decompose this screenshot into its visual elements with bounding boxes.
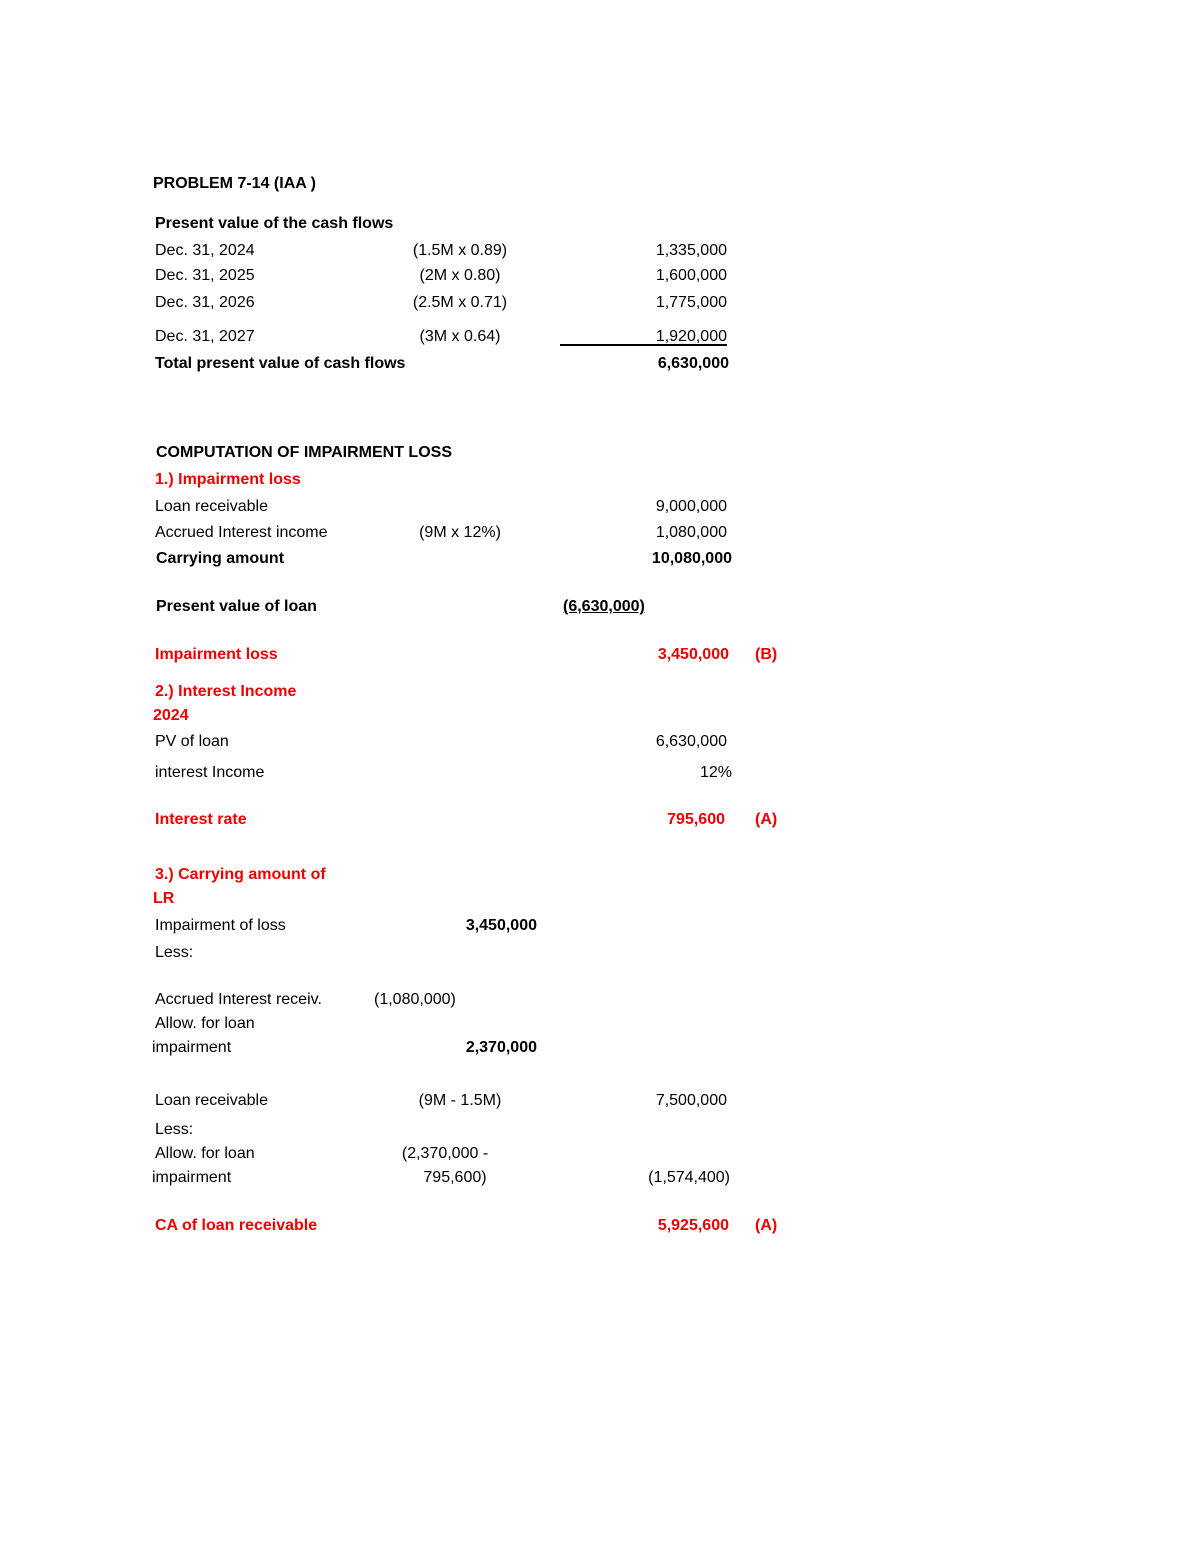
- allowance-formula: (2,370,000 -: [401, 1145, 489, 1162]
- pv-row-formula: (3M x 0.64): [419, 328, 501, 345]
- part3-title: 3.) Carrying amount of: [155, 866, 326, 883]
- pv-row-label: Dec. 31, 2026: [155, 294, 255, 311]
- impairment-loss-amount: 3,450,000: [657, 646, 729, 663]
- loan-receivable-amount: 7,500,000: [655, 1092, 727, 1109]
- accrued-receivable-label: Accrued Interest receiv.: [155, 991, 322, 1008]
- pv-of-loan-amount: 6,630,000: [655, 733, 727, 750]
- part1-title: 1.) Impairment loss: [155, 471, 301, 488]
- part2-title: 2.) Interest Income: [155, 683, 297, 700]
- interest-income-label: interest Income: [155, 764, 265, 781]
- allowance-label-cont: impairment: [152, 1039, 232, 1056]
- loan-receivable-label: Loan receivable: [155, 1092, 268, 1109]
- accrued-interest-label: Accrued Interest income: [155, 524, 328, 541]
- allowance-label: Allow. for loan: [155, 1015, 255, 1032]
- impairment-heading: COMPUTATION OF IMPAIRMENT LOSS: [156, 444, 452, 461]
- pv-row-label: Dec. 31, 2024: [155, 242, 255, 259]
- allowance-formula-cont: 795,600): [423, 1169, 487, 1186]
- pv-loan-amount: (6,630,000): [563, 598, 645, 615]
- page-title: PROBLEM 7-14 (IAA ): [153, 175, 316, 192]
- allowance-label-cont: impairment: [152, 1169, 232, 1186]
- less-label: Less:: [155, 1121, 194, 1138]
- interest-rate-value: 12%: [699, 764, 732, 781]
- part3-title-cont: LR: [153, 890, 175, 907]
- pv-row-formula: (2M x 0.80): [419, 267, 501, 284]
- interest-rate-label: Interest rate: [155, 811, 247, 828]
- carrying-amount-label: Carrying amount: [156, 550, 285, 567]
- carrying-amount-value: 10,080,000: [651, 550, 732, 567]
- pv-row-formula: (2.5M x 0.71): [412, 294, 508, 311]
- ca-loan-receivable-amount: 5,925,600: [657, 1217, 729, 1234]
- accrued-receivable-amount: (1,080,000): [374, 991, 456, 1008]
- pv-row-amount: 1,600,000: [655, 267, 727, 284]
- loan-receivable-formula: (9M - 1.5M): [418, 1092, 502, 1109]
- loan-receivable-amount: 9,000,000: [655, 498, 727, 515]
- part2-year: 2024: [153, 707, 189, 724]
- total-rule: [560, 344, 727, 346]
- accrued-interest-formula: (9M x 12%): [419, 524, 501, 541]
- answer-badge: (A): [755, 811, 778, 828]
- impairment-of-loss-label: Impairment of loss: [155, 917, 286, 934]
- interest-amount: 795,600: [667, 811, 725, 828]
- pv-of-loan-label: PV of loan: [155, 733, 229, 750]
- accrued-interest-amount: 1,080,000: [655, 524, 727, 541]
- allowance-amount: (1,574,400): [648, 1169, 730, 1186]
- loan-receivable-label: Loan receivable: [155, 498, 268, 515]
- pv-row-formula: (1.5M x 0.89): [412, 242, 508, 259]
- pv-row-label: Dec. 31, 2025: [155, 267, 255, 284]
- pv-heading: Present value of the cash flows: [155, 215, 394, 232]
- pv-row-amount: 1,775,000: [655, 294, 727, 311]
- pv-total-label: Total present value of cash flows: [155, 355, 406, 372]
- answer-badge: (B): [755, 646, 778, 663]
- ca-loan-receivable-label: CA of loan receivable: [155, 1217, 318, 1234]
- less-label: Less:: [155, 944, 194, 961]
- impairment-loss-label: Impairment loss: [155, 646, 278, 663]
- pv-row-label: Dec. 31, 2027: [155, 328, 255, 345]
- allowance-amount: 2,370,000: [465, 1039, 537, 1056]
- answer-badge: (A): [755, 1217, 778, 1234]
- pv-row-amount: 1,335,000: [655, 242, 727, 259]
- pv-total-amount: 6,630,000: [657, 355, 729, 372]
- pv-loan-label: Present value of loan: [156, 598, 317, 615]
- pv-row-amount: 1,920,000: [655, 328, 727, 345]
- allowance-label: Allow. for loan: [155, 1145, 255, 1162]
- impairment-of-loss-amount: 3,450,000: [465, 917, 537, 934]
